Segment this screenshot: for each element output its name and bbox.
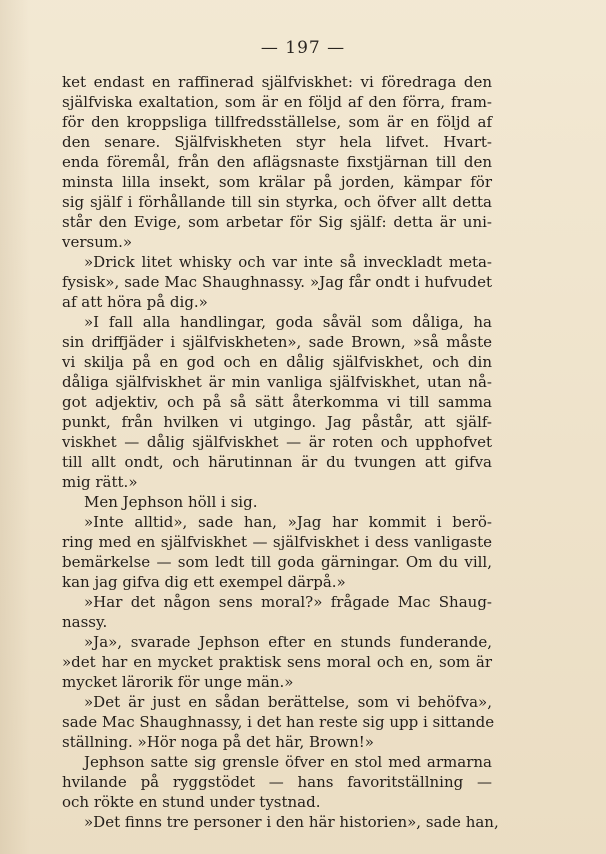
text-line: »Inte alltid», sade han, »Jag har kommit i berö- — [84, 513, 492, 531]
text-line: ställning. »Hör noga på det här, Brown!» — [62, 733, 374, 751]
text-line: enda föremål, från den aflägsnaste fixstjärnan till den — [62, 153, 492, 171]
text-line: sig själf i förhållande till sin styrka, och öfver allt detta — [62, 193, 492, 211]
text-line: viskhet — dålig själfviskhet — är roten och upphofvet — [62, 433, 492, 451]
text-line: versum.» — [62, 233, 133, 251]
page-number: — 197 — — [260, 38, 346, 58]
text-line: »Drick litet whisky och var inte så inveckladt meta- — [84, 253, 492, 271]
text-line: ring med en själfviskhet — själfviskhet i dess vanligaste — [62, 533, 492, 551]
text-line: fysisk», sade Mac Shaughnassy. »Jag får ondt i hufvudet — [62, 273, 492, 291]
text-line: bemärkelse — som ledt till goda gärningar. Om du vill, — [62, 553, 492, 571]
text-line: mig rätt.» — [62, 473, 138, 491]
text-line: »Ja», svarade Jephson efter en stunds funderande, — [84, 633, 492, 651]
text-line: vi skilja på en god och en dålig själfviskhet, och din — [62, 353, 492, 371]
body-text — [62, 72, 499, 832]
text-line: punkt, från hvilken vi utgingo. Jag påstår, att själf- — [62, 413, 492, 431]
text-line: kan jag gifva dig ett exempel därpå.» — [62, 573, 346, 591]
text-line: sin driffjäder i själfviskheten», sade Brown, »så måste — [62, 333, 492, 351]
text-line: »I fall alla handlingar, goda såväl som dåliga, ha — [84, 313, 492, 331]
text-line: Men Jephson höll i sig. — [84, 493, 258, 511]
text-line: den senare. Själfviskheten styr hela lifvet. Hvart- — [62, 133, 492, 151]
text-line: själfviska exaltation, som är en följd af den förra, fram- — [62, 93, 492, 111]
text-line: står den Evige, som arbetar för Sig själf: detta är uni- — [62, 213, 492, 231]
text-line: »Har det någon sens moral?» frågade Mac Shaug- — [84, 593, 492, 611]
text-line: dåliga själfviskhet är min vanliga själfviskhet, utan nå- — [62, 373, 492, 391]
text-line: »det har en mycket praktisk sens moral och en, som är — [62, 653, 492, 671]
text-line: ket endast en raffinerad själfviskhet: vi föredraga den — [62, 73, 492, 91]
text-line: mycket lärorik för unge män.» — [62, 673, 294, 691]
text-line: got adjektiv, och på så sätt återkomma vi till samma — [62, 393, 492, 411]
text-line: Jephson satte sig grensle öfver en stol med armarna — [84, 753, 492, 771]
text-line: nassy. — [62, 613, 108, 631]
text-line: till allt ondt, och härutinnan är du tvungen att gifva — [62, 453, 492, 471]
text-line: af att höra på dig.» — [62, 293, 208, 311]
text-line: för den kroppsliga tillfredsställelse, som är en följd af — [62, 113, 492, 131]
text-line: »Det finns tre personer i den här historien», sade han, — [84, 813, 499, 831]
text-line: och rökte en stund under tystnad. — [62, 793, 321, 811]
text-line: minsta lilla insekt, som krälar på jorden, kämpar för — [62, 173, 492, 191]
text-line: »Det är just en sådan berättelse, som vi behöfva», — [84, 693, 492, 711]
text-line: sade Mac Shaughnassy, i det han reste sig upp i sittande — [62, 713, 495, 731]
text-line: hvilande på ryggstödet — hans favoritställning — — [62, 773, 492, 791]
